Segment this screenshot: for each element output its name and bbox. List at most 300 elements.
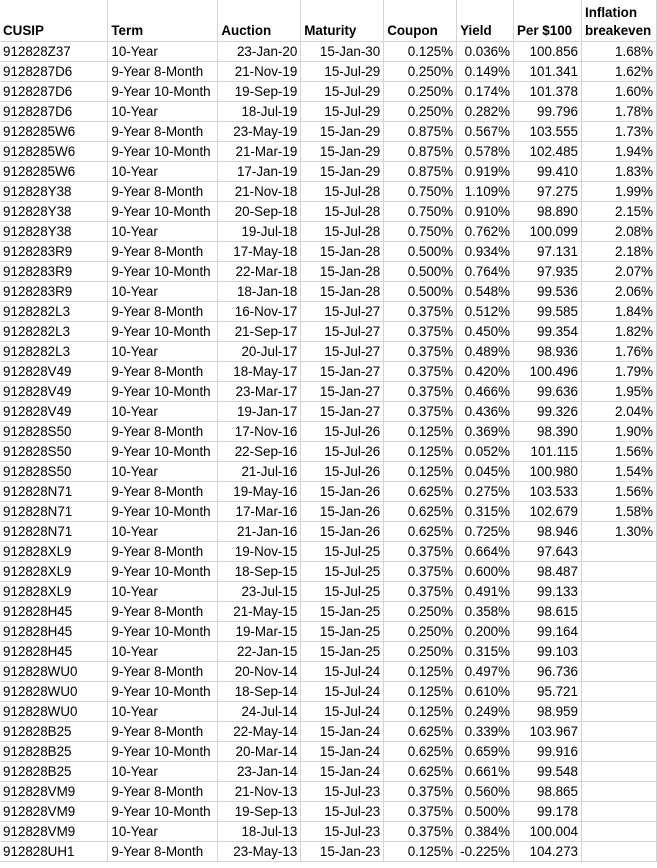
cell-cusip[interactable]: 912828V49 [0,402,108,422]
cell-maturity[interactable]: 15-Jul-27 [301,322,384,342]
cell-yield[interactable]: 0.600% [457,562,514,582]
cell-cusip[interactable]: 9128283R9 [0,262,108,282]
cell-per-100[interactable]: 95.721 [514,682,582,702]
cell-coupon[interactable]: 0.250% [384,62,457,82]
cell-auction[interactable]: 21-Jul-16 [218,462,301,482]
cell-maturity[interactable]: 15-Jul-25 [301,562,384,582]
cell-auction[interactable]: 21-Nov-18 [218,182,301,202]
cell-per-100[interactable]: 101.115 [514,442,582,462]
cell-yield[interactable]: 0.512% [457,302,514,322]
cell-yield[interactable]: 1.109% [457,182,514,202]
cell-maturity[interactable]: 15-Jan-28 [301,282,384,302]
cell-per-100[interactable]: 100.856 [514,42,582,62]
cell-coupon[interactable]: 0.375% [384,382,457,402]
cell-inflation-breakeven[interactable] [581,622,656,642]
cell-yield[interactable]: 0.466% [457,382,514,402]
cell-inflation-breakeven[interactable]: 1.90% [581,422,656,442]
cell-per-100[interactable]: 98.946 [514,522,582,542]
cell-auction[interactable]: 19-Sep-13 [218,802,301,822]
cell-maturity[interactable]: 15-Jul-23 [301,802,384,822]
cell-term[interactable]: 9-Year 8-Month [108,482,218,502]
cell-term[interactable]: 9-Year 10-Month [108,622,218,642]
cell-term[interactable]: 9-Year 10-Month [108,682,218,702]
cell-cusip[interactable]: 9128287D6 [0,82,108,102]
cell-coupon[interactable]: 0.750% [384,222,457,242]
cell-auction[interactable]: 17-Nov-16 [218,422,301,442]
cell-coupon[interactable]: 0.875% [384,142,457,162]
cell-maturity[interactable]: 15-Jul-23 [301,782,384,802]
cell-per-100[interactable]: 99.354 [514,322,582,342]
cell-yield[interactable]: 0.174% [457,82,514,102]
cell-cusip[interactable]: 912828N71 [0,482,108,502]
cell-cusip[interactable]: 912828S50 [0,442,108,462]
cell-inflation-breakeven[interactable]: 2.06% [581,282,656,302]
cell-inflation-breakeven[interactable] [581,782,656,802]
cell-coupon[interactable]: 0.125% [384,662,457,682]
cell-coupon[interactable]: 0.250% [384,622,457,642]
cell-term[interactable]: 10-Year [108,342,218,362]
cell-maturity[interactable]: 15-Jul-26 [301,442,384,462]
header-auction[interactable]: Auction [218,0,301,42]
cell-coupon[interactable]: 0.375% [384,582,457,602]
cell-term[interactable]: 9-Year 10-Month [108,742,218,762]
cell-coupon[interactable]: 0.375% [384,542,457,562]
cell-inflation-breakeven[interactable]: 2.08% [581,222,656,242]
cell-per-100[interactable]: 100.980 [514,462,582,482]
cell-auction[interactable]: 24-Jul-14 [218,702,301,722]
cell-inflation-breakeven[interactable]: 2.15% [581,202,656,222]
cell-yield[interactable]: 0.436% [457,402,514,422]
cell-inflation-breakeven[interactable] [581,702,656,722]
cell-maturity[interactable]: 15-Jul-28 [301,202,384,222]
cell-cusip[interactable]: 9128285W6 [0,122,108,142]
cell-auction[interactable]: 21-May-15 [218,602,301,622]
cell-auction[interactable]: 22-Jan-15 [218,642,301,662]
cell-cusip[interactable]: 912828WU0 [0,682,108,702]
cell-maturity[interactable]: 15-Jul-24 [301,682,384,702]
cell-auction[interactable]: 18-Sep-14 [218,682,301,702]
cell-auction[interactable]: 18-Jul-13 [218,822,301,842]
cell-term[interactable]: 9-Year 8-Month [108,662,218,682]
cell-auction[interactable]: 20-Mar-14 [218,742,301,762]
cell-yield[interactable]: 0.420% [457,362,514,382]
cell-term[interactable]: 9-Year 8-Month [108,602,218,622]
cell-cusip[interactable]: 912828Y38 [0,202,108,222]
cell-inflation-breakeven[interactable]: 1.73% [581,122,656,142]
cell-maturity[interactable]: 15-Jul-29 [301,102,384,122]
cell-cusip[interactable]: 912828H45 [0,642,108,662]
cell-maturity[interactable]: 15-Jan-25 [301,602,384,622]
cell-cusip[interactable]: 912828WU0 [0,702,108,722]
cell-maturity[interactable]: 15-Jul-25 [301,582,384,602]
cell-inflation-breakeven[interactable]: 1.60% [581,82,656,102]
cell-inflation-breakeven[interactable]: 1.68% [581,42,656,62]
cell-auction[interactable]: 23-May-13 [218,842,301,862]
cell-maturity[interactable]: 15-Jan-30 [301,42,384,62]
cell-coupon[interactable]: 0.375% [384,822,457,842]
cell-coupon[interactable]: 0.375% [384,342,457,362]
cell-yield[interactable]: 0.384% [457,822,514,842]
cell-per-100[interactable]: 103.967 [514,722,582,742]
cell-yield[interactable]: 0.149% [457,62,514,82]
cell-per-100[interactable]: 103.533 [514,482,582,502]
cell-yield[interactable]: 0.500% [457,802,514,822]
header-cusip[interactable]: CUSIP [0,0,108,42]
cell-coupon[interactable]: 0.125% [384,422,457,442]
cell-maturity[interactable]: 15-Jul-25 [301,542,384,562]
cell-per-100[interactable]: 98.487 [514,562,582,582]
cell-coupon[interactable]: 0.875% [384,122,457,142]
cell-term[interactable]: 9-Year 8-Month [108,782,218,802]
cell-yield[interactable]: 0.045% [457,462,514,482]
cell-inflation-breakeven[interactable] [581,742,656,762]
cell-term[interactable]: 9-Year 10-Month [108,82,218,102]
cell-yield[interactable]: 0.934% [457,242,514,262]
cell-maturity[interactable]: 15-Jul-28 [301,182,384,202]
cell-term[interactable]: 9-Year 10-Month [108,322,218,342]
cell-inflation-breakeven[interactable]: 1.99% [581,182,656,202]
cell-auction[interactable]: 20-Sep-18 [218,202,301,222]
cell-maturity[interactable]: 15-Jan-28 [301,262,384,282]
cell-auction[interactable]: 21-Sep-17 [218,322,301,342]
cell-auction[interactable]: 21-Mar-19 [218,142,301,162]
cell-term[interactable]: 10-Year [108,822,218,842]
cell-coupon[interactable]: 0.500% [384,242,457,262]
cell-inflation-breakeven[interactable]: 1.56% [581,482,656,502]
cell-auction[interactable]: 19-Jul-18 [218,222,301,242]
cell-inflation-breakeven[interactable] [581,762,656,782]
cell-inflation-breakeven[interactable]: 1.83% [581,162,656,182]
cell-per-100[interactable]: 99.916 [514,742,582,762]
cell-cusip[interactable]: 9128282L3 [0,342,108,362]
cell-inflation-breakeven[interactable] [581,822,656,842]
cell-inflation-breakeven[interactable]: 1.82% [581,322,656,342]
cell-yield[interactable]: 0.358% [457,602,514,622]
cell-yield[interactable]: 0.919% [457,162,514,182]
cell-cusip[interactable]: 9128283R9 [0,282,108,302]
cell-cusip[interactable]: 912828V49 [0,362,108,382]
cell-term[interactable]: 10-Year [108,42,218,62]
cell-yield[interactable]: 0.315% [457,502,514,522]
cell-maturity[interactable]: 15-Jan-25 [301,642,384,662]
cell-coupon[interactable]: 0.375% [384,402,457,422]
cell-cusip[interactable]: 9128282L3 [0,302,108,322]
cell-yield[interactable]: 0.664% [457,542,514,562]
cell-cusip[interactable]: 912828B25 [0,762,108,782]
header-maturity[interactable]: Maturity [301,0,384,42]
cell-cusip[interactable]: 9128287D6 [0,102,108,122]
cell-coupon[interactable]: 0.375% [384,782,457,802]
cell-term[interactable]: 10-Year [108,102,218,122]
cell-per-100[interactable]: 96.736 [514,662,582,682]
cell-maturity[interactable]: 15-Jan-27 [301,362,384,382]
cell-coupon[interactable]: 0.625% [384,502,457,522]
cell-inflation-breakeven[interactable]: 1.84% [581,302,656,322]
cell-per-100[interactable]: 99.585 [514,302,582,322]
cell-yield[interactable]: 0.282% [457,102,514,122]
cell-term[interactable]: 10-Year [108,222,218,242]
cell-inflation-breakeven[interactable]: 1.79% [581,362,656,382]
cell-yield[interactable]: -0.225% [457,842,514,862]
cell-term[interactable]: 9-Year 8-Month [108,722,218,742]
cell-yield[interactable]: 0.491% [457,582,514,602]
cell-term[interactable]: 10-Year [108,462,218,482]
cell-per-100[interactable]: 99.178 [514,802,582,822]
cell-yield[interactable]: 0.610% [457,682,514,702]
cell-term[interactable]: 10-Year [108,402,218,422]
cell-yield[interactable]: 0.548% [457,282,514,302]
cell-term[interactable]: 9-Year 10-Month [108,202,218,222]
cell-yield[interactable]: 0.036% [457,42,514,62]
cell-per-100[interactable]: 100.004 [514,822,582,842]
cell-yield[interactable]: 0.578% [457,142,514,162]
cell-coupon[interactable]: 0.500% [384,282,457,302]
cell-cusip[interactable]: 9128282L3 [0,322,108,342]
cell-maturity[interactable]: 15-Jan-29 [301,142,384,162]
cell-term[interactable]: 9-Year 8-Month [108,302,218,322]
cell-inflation-breakeven[interactable]: 1.30% [581,522,656,542]
cell-maturity[interactable]: 15-Jul-26 [301,462,384,482]
cell-auction[interactable]: 22-Sep-16 [218,442,301,462]
cell-cusip[interactable]: 912828XL9 [0,562,108,582]
cell-inflation-breakeven[interactable]: 1.78% [581,102,656,122]
cell-yield[interactable]: 0.450% [457,322,514,342]
cell-yield[interactable]: 0.764% [457,262,514,282]
cell-auction[interactable]: 16-Nov-17 [218,302,301,322]
cell-auction[interactable]: 23-Jan-20 [218,42,301,62]
cell-inflation-breakeven[interactable]: 1.95% [581,382,656,402]
cell-coupon[interactable]: 0.125% [384,442,457,462]
cell-cusip[interactable]: 912828B25 [0,742,108,762]
cell-maturity[interactable]: 15-Jul-23 [301,822,384,842]
cell-cusip[interactable]: 912828XL9 [0,582,108,602]
cell-term[interactable]: 9-Year 8-Month [108,182,218,202]
cell-maturity[interactable]: 15-Jan-24 [301,762,384,782]
cell-per-100[interactable]: 99.636 [514,382,582,402]
cell-inflation-breakeven[interactable]: 1.94% [581,142,656,162]
cell-maturity[interactable]: 15-Jul-27 [301,342,384,362]
cell-inflation-breakeven[interactable] [581,842,656,862]
cell-coupon[interactable]: 0.250% [384,602,457,622]
cell-per-100[interactable]: 98.865 [514,782,582,802]
cell-yield[interactable]: 0.567% [457,122,514,142]
cell-maturity[interactable]: 15-Jul-27 [301,302,384,322]
cell-cusip[interactable]: 9128285W6 [0,142,108,162]
cell-coupon[interactable]: 0.250% [384,82,457,102]
cell-yield[interactable]: 0.489% [457,342,514,362]
cell-maturity[interactable]: 15-Jan-23 [301,842,384,862]
cell-coupon[interactable]: 0.250% [384,642,457,662]
header-term[interactable]: Term [108,0,218,42]
cell-maturity[interactable]: 15-Jan-26 [301,502,384,522]
cell-auction[interactable]: 19-Nov-15 [218,542,301,562]
cell-per-100[interactable]: 102.485 [514,142,582,162]
cell-inflation-breakeven[interactable]: 1.56% [581,442,656,462]
cell-auction[interactable]: 23-Jan-14 [218,762,301,782]
cell-yield[interactable]: 0.661% [457,762,514,782]
cell-yield[interactable]: 0.052% [457,442,514,462]
cell-maturity[interactable]: 15-Jan-29 [301,162,384,182]
cell-cusip[interactable]: 912828B25 [0,722,108,742]
cell-coupon[interactable]: 0.125% [384,42,457,62]
cell-maturity[interactable]: 15-Jan-24 [301,742,384,762]
header-coupon[interactable]: Coupon [384,0,457,42]
cell-cusip[interactable]: 9128285W6 [0,162,108,182]
cell-per-100[interactable]: 99.410 [514,162,582,182]
cell-maturity[interactable]: 15-Jul-28 [301,222,384,242]
cell-term[interactable]: 10-Year [108,282,218,302]
cell-term[interactable]: 9-Year 8-Month [108,422,218,442]
cell-auction[interactable]: 19-Sep-19 [218,82,301,102]
cell-per-100[interactable]: 100.099 [514,222,582,242]
cell-maturity[interactable]: 15-Jul-24 [301,662,384,682]
cell-auction[interactable]: 19-Jan-17 [218,402,301,422]
cell-per-100[interactable]: 99.326 [514,402,582,422]
cell-per-100[interactable]: 99.548 [514,762,582,782]
cell-inflation-breakeven[interactable] [581,642,656,662]
cell-coupon[interactable]: 0.375% [384,302,457,322]
cell-auction[interactable]: 18-Sep-15 [218,562,301,582]
cell-yield[interactable]: 0.659% [457,742,514,762]
cell-coupon[interactable]: 0.375% [384,362,457,382]
cell-maturity[interactable]: 15-Jul-29 [301,62,384,82]
cell-auction[interactable]: 20-Jul-17 [218,342,301,362]
cell-per-100[interactable]: 99.164 [514,622,582,642]
cell-cusip[interactable]: 9128287D6 [0,62,108,82]
cell-coupon[interactable]: 0.625% [384,482,457,502]
cell-cusip[interactable]: 912828Y38 [0,222,108,242]
cell-coupon[interactable]: 0.625% [384,722,457,742]
cell-auction[interactable]: 17-Mar-16 [218,502,301,522]
cell-yield[interactable]: 0.339% [457,722,514,742]
cell-inflation-breakeven[interactable] [581,722,656,742]
cell-term[interactable]: 9-Year 10-Month [108,262,218,282]
cell-cusip[interactable]: 912828N71 [0,522,108,542]
cell-per-100[interactable]: 101.378 [514,82,582,102]
cell-term[interactable]: 9-Year 10-Month [108,502,218,522]
cell-per-100[interactable]: 97.935 [514,262,582,282]
cell-maturity[interactable]: 15-Jan-25 [301,622,384,642]
cell-cusip[interactable]: 912828VM9 [0,782,108,802]
cell-per-100[interactable]: 99.536 [514,282,582,302]
cell-maturity[interactable]: 15-Jul-24 [301,702,384,722]
cell-term[interactable]: 9-Year 8-Month [108,122,218,142]
cell-per-100[interactable]: 99.103 [514,642,582,662]
cell-coupon[interactable]: 0.875% [384,162,457,182]
cell-coupon[interactable]: 0.375% [384,322,457,342]
cell-cusip[interactable]: 912828Z37 [0,42,108,62]
cell-inflation-breakeven[interactable]: 2.04% [581,402,656,422]
cell-cusip[interactable]: 912828VM9 [0,822,108,842]
cell-auction[interactable]: 22-Mar-18 [218,262,301,282]
cell-inflation-breakeven[interactable] [581,802,656,822]
cell-yield[interactable]: 0.497% [457,662,514,682]
cell-inflation-breakeven[interactable]: 1.62% [581,62,656,82]
cell-per-100[interactable]: 103.555 [514,122,582,142]
cell-maturity[interactable]: 15-Jan-26 [301,522,384,542]
cell-maturity[interactable]: 15-Jan-26 [301,482,384,502]
cell-term[interactable]: 10-Year [108,762,218,782]
cell-maturity[interactable]: 15-Jul-26 [301,422,384,442]
cell-maturity[interactable]: 15-Jan-27 [301,382,384,402]
cell-auction[interactable]: 21-Nov-13 [218,782,301,802]
cell-term[interactable]: 10-Year [108,522,218,542]
cell-yield[interactable]: 0.249% [457,702,514,722]
header-yield[interactable]: Yield [457,0,514,42]
cell-inflation-breakeven[interactable]: 1.58% [581,502,656,522]
cell-auction[interactable]: 18-Jan-18 [218,282,301,302]
cell-per-100[interactable]: 98.615 [514,602,582,622]
cell-coupon[interactable]: 0.625% [384,762,457,782]
cell-auction[interactable]: 18-May-17 [218,362,301,382]
cell-term[interactable]: 9-Year 8-Month [108,542,218,562]
cell-auction[interactable]: 21-Nov-19 [218,62,301,82]
cell-term[interactable]: 9-Year 10-Month [108,142,218,162]
cell-cusip[interactable]: 912828S50 [0,462,108,482]
cell-auction[interactable]: 23-Mar-17 [218,382,301,402]
cell-cusip[interactable]: 912828XL9 [0,542,108,562]
cell-auction[interactable]: 23-Jul-15 [218,582,301,602]
cell-yield[interactable]: 0.762% [457,222,514,242]
cell-term[interactable]: 9-Year 10-Month [108,802,218,822]
cell-auction[interactable]: 22-May-14 [218,722,301,742]
cell-per-100[interactable]: 99.133 [514,582,582,602]
cell-auction[interactable]: 17-May-18 [218,242,301,262]
cell-coupon[interactable]: 0.625% [384,742,457,762]
cell-coupon[interactable]: 0.625% [384,522,457,542]
cell-per-100[interactable]: 98.890 [514,202,582,222]
cell-per-100[interactable]: 98.959 [514,702,582,722]
cell-yield[interactable]: 0.369% [457,422,514,442]
cell-per-100[interactable]: 102.679 [514,502,582,522]
cell-coupon[interactable]: 0.125% [384,842,457,862]
cell-coupon[interactable]: 0.125% [384,682,457,702]
cell-inflation-breakeven[interactable] [581,602,656,622]
cell-term[interactable]: 10-Year [108,642,218,662]
cell-per-100[interactable]: 97.275 [514,182,582,202]
cell-term[interactable]: 9-Year 10-Month [108,562,218,582]
cell-per-100[interactable]: 101.341 [514,62,582,82]
cell-coupon[interactable]: 0.750% [384,182,457,202]
cell-yield[interactable]: 0.910% [457,202,514,222]
cell-per-100[interactable]: 100.496 [514,362,582,382]
cell-cusip[interactable]: 912828Y38 [0,182,108,202]
cell-per-100[interactable]: 98.936 [514,342,582,362]
cell-coupon[interactable]: 0.500% [384,262,457,282]
cell-maturity[interactable]: 15-Jul-29 [301,82,384,102]
cell-coupon[interactable]: 0.375% [384,562,457,582]
cell-coupon[interactable]: 0.125% [384,462,457,482]
cell-cusip[interactable]: 9128283R9 [0,242,108,262]
cell-cusip[interactable]: 912828N71 [0,502,108,522]
cell-per-100[interactable]: 98.390 [514,422,582,442]
cell-auction[interactable]: 19-May-16 [218,482,301,502]
cell-inflation-breakeven[interactable]: 1.76% [581,342,656,362]
cell-auction[interactable]: 20-Nov-14 [218,662,301,682]
cell-coupon[interactable]: 0.125% [384,702,457,722]
cell-inflation-breakeven[interactable]: 1.54% [581,462,656,482]
cell-term[interactable]: 9-Year 10-Month [108,442,218,462]
cell-inflation-breakeven[interactable] [581,542,656,562]
cell-per-100[interactable]: 99.796 [514,102,582,122]
cell-per-100[interactable]: 97.131 [514,242,582,262]
cell-term[interactable]: 9-Year 8-Month [108,362,218,382]
cell-coupon[interactable]: 0.750% [384,202,457,222]
cell-inflation-breakeven[interactable]: 2.18% [581,242,656,262]
cell-term[interactable]: 9-Year 8-Month [108,242,218,262]
cell-auction[interactable]: 18-Jul-19 [218,102,301,122]
cell-yield[interactable]: 0.200% [457,622,514,642]
